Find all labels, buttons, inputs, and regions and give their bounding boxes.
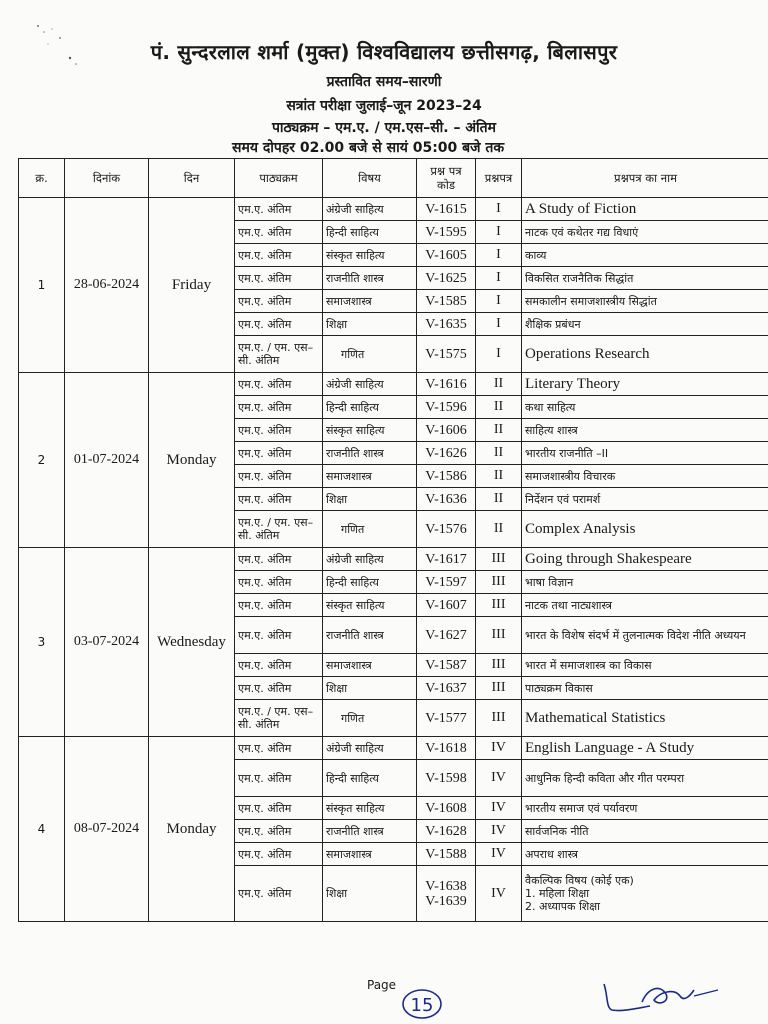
paper-number-cell: IV [476, 797, 522, 820]
subject-cell: राजनीति शास्त्र [323, 617, 417, 654]
exam-day: Monday [149, 373, 235, 548]
exam-date: 08-07-2024 [65, 737, 149, 922]
paper-name-cell: सार्वजनिक नीति [522, 820, 768, 843]
course-cell: एम.ए. अंतिम [235, 677, 323, 700]
paper-code-cell: V-1607 [417, 594, 476, 617]
paper-number-cell: III [476, 677, 522, 700]
serial-number: 1 [19, 198, 65, 373]
paper-number-cell: I [476, 267, 522, 290]
serial-number: 2 [19, 373, 65, 548]
paper-code-cell: V-1588 [417, 843, 476, 866]
subject-cell: समाजशास्त्र [323, 290, 417, 313]
paper-number-cell: III [476, 594, 522, 617]
paper-name-cell: वैकल्पिक विषय (कोई एक) 1. महिला शिक्षा 2. अध्यापक शिक्षा [522, 866, 768, 922]
table-row [19, 198, 768, 221]
header-course: पाठ्यक्रम [235, 159, 323, 198]
course-cell: एम.ए. अंतिम [235, 548, 323, 571]
paper-code-cell: V-1605 [417, 244, 476, 267]
course-cell: एम.ए. अंतिम [235, 396, 323, 419]
paper-name-cell: भारत में समाजशास्त्र का विकास [522, 654, 768, 677]
course-cell: एम.ए. अंतिम [235, 198, 323, 221]
exam-day: Wednesday [149, 548, 235, 737]
paper-name-cell: Operations Research [522, 336, 768, 373]
paper-number-cell: III [476, 654, 522, 677]
paper-code-cell: V-1587 [417, 654, 476, 677]
paper-name-cell: भारत के विशेष संदर्भ में तुलनात्मक विदेश नीति अध्ययन [522, 617, 768, 654]
table-row [19, 737, 768, 760]
exam-date: 03-07-2024 [65, 548, 149, 737]
exam-date: 28-06-2024 [65, 198, 149, 373]
paper-name-cell: शैक्षिक प्रबंधन [522, 313, 768, 336]
subject-cell: राजनीति शास्त्र [323, 442, 417, 465]
schedule-body [19, 198, 768, 922]
paper-code-cell: V-1628 [417, 820, 476, 843]
subject-cell: शिक्षा [323, 677, 417, 700]
subject-cell: राजनीति शास्त्र [323, 267, 417, 290]
header-paper: प्रश्नपत्र [476, 159, 522, 198]
subject-cell: हिन्दी साहित्य [323, 221, 417, 244]
exam-schedule-table [18, 158, 768, 922]
paper-name-cell: Mathematical Statistics [522, 700, 768, 737]
subject-cell: समाजशास्त्र [323, 654, 417, 677]
header-date: दिनांक [65, 159, 149, 198]
course-cell: एम.ए. अंतिम [235, 617, 323, 654]
subject-cell: समाजशास्त्र [323, 465, 417, 488]
paper-number-cell: I [476, 290, 522, 313]
table-header-row [19, 159, 768, 198]
course-cell: एम.ए. अंतिम [235, 465, 323, 488]
paper-number-cell: I [476, 336, 522, 373]
paper-number-cell: II [476, 488, 522, 511]
paper-name-cell: काव्य [522, 244, 768, 267]
subject-cell: संस्कृत साहित्य [323, 594, 417, 617]
subject-cell: समाजशास्त्र [323, 843, 417, 866]
subject-cell: हिन्दी साहित्य [323, 571, 417, 594]
subject-cell: अंग्रेजी साहित्य [323, 373, 417, 396]
course-cell: एम.ए. अंतिम [235, 760, 323, 797]
paper-number-cell: II [476, 419, 522, 442]
paper-name-cell: कथा साहित्य [522, 396, 768, 419]
paper-code-cell: V-1576 [417, 511, 476, 548]
paper-number-cell: III [476, 548, 522, 571]
paper-name-cell: भारतीय समाज एवं पर्यावरण [522, 797, 768, 820]
paper-number-cell: I [476, 313, 522, 336]
header-serial: क्र. [19, 159, 65, 198]
paper-code-cell: V-1606 [417, 419, 476, 442]
subject-cell: हिन्दी साहित्य [323, 396, 417, 419]
paper-name-cell: निर्देशन एवं परामर्श [522, 488, 768, 511]
paper-number-cell: III [476, 700, 522, 737]
paper-number-cell: I [476, 244, 522, 267]
paper-code-cell: V-1626 [417, 442, 476, 465]
paper-number-cell: IV [476, 737, 522, 760]
header-day: दिन [149, 159, 235, 198]
paper-number-cell: I [476, 198, 522, 221]
paper-code-cell: V-1595 [417, 221, 476, 244]
course-cell: एम.ए. अंतिम [235, 244, 323, 267]
course-heading: पाठ्यक्रम – एम.ए. / एम.एस–सी. – अंतिम [271, 120, 497, 136]
header-subject: विषय [323, 159, 417, 198]
paper-code-cell: V-1627 [417, 617, 476, 654]
paper-code-cell: V-1617 [417, 548, 476, 571]
paper-name-cell: आधुनिक हिन्दी कविता और गीत परम्परा [522, 760, 768, 797]
subject-cell: शिक्षा [323, 866, 417, 922]
subject-cell: अंग्रेजी साहित्य [323, 548, 417, 571]
paper-name-cell: अपराध शास्त्र [522, 843, 768, 866]
paper-name-cell: विकसित राजनैतिक सिद्धांत [522, 267, 768, 290]
course-cell: एम.ए. अंतिम [235, 571, 323, 594]
page-label: Page [367, 978, 397, 992]
subject-cell: गणित [323, 511, 417, 548]
paper-code-cell: V-1618 [417, 737, 476, 760]
proposed-timetable-heading: प्रस्तावित समय–सारणी [326, 74, 442, 90]
paper-number-cell: II [476, 511, 522, 548]
paper-number-cell: IV [476, 820, 522, 843]
paper-code-cell: V-1635 [417, 313, 476, 336]
paper-number-cell: IV [476, 843, 522, 866]
paper-code-cell: V-1615 [417, 198, 476, 221]
paper-name-cell: नाटक एवं कथेतर गद्य विधाएं [522, 221, 768, 244]
subject-cell: संस्कृत साहित्य [323, 244, 417, 267]
subject-cell: गणित [323, 700, 417, 737]
exam-session-heading: सत्रांत परीक्षा जुलाई–जून 2023–24 [286, 98, 482, 114]
paper-name-cell: Complex Analysis [522, 511, 768, 548]
paper-name-cell: भारतीय राजनीति –II [522, 442, 768, 465]
subject-cell: अंग्रेजी साहित्य [323, 198, 417, 221]
paper-name-cell: पाठ्यक्रम विकास [522, 677, 768, 700]
paper-name-cell: नाटक तथा नाट्यशास्त्र [522, 594, 768, 617]
exam-day: Friday [149, 198, 235, 373]
paper-number-cell: I [476, 221, 522, 244]
paper-name-cell: भाषा विज्ञान [522, 571, 768, 594]
paper-code-cell: V-1638 V-1639 [417, 866, 476, 922]
course-cell: एम.ए. अंतिम [235, 221, 323, 244]
paper-number-cell: II [476, 442, 522, 465]
course-cell: एम.ए. / एम. एस–सी. अंतिम [235, 336, 323, 373]
subject-cell: राजनीति शास्त्र [323, 820, 417, 843]
paper-name-cell: Going through Shakespeare [522, 548, 768, 571]
paper-code-cell: V-1598 [417, 760, 476, 797]
subject-cell: अंग्रेजी साहित्य [323, 737, 417, 760]
subject-cell: गणित [323, 336, 417, 373]
paper-name-cell: समाजशास्त्रीय विचारक [522, 465, 768, 488]
paper-name-cell: Literary Theory [522, 373, 768, 396]
serial-number: 4 [19, 737, 65, 922]
paper-code-cell: V-1625 [417, 267, 476, 290]
course-cell: एम.ए. अंतिम [235, 654, 323, 677]
paper-number-cell: IV [476, 760, 522, 797]
course-cell: एम.ए. अंतिम [235, 373, 323, 396]
paper-name-cell: समकालीन समाजशास्त्रीय सिद्धांत [522, 290, 768, 313]
table-row [19, 548, 768, 571]
paper-number-cell: II [476, 465, 522, 488]
paper-code-cell: V-1575 [417, 336, 476, 373]
course-cell: एम.ए. अंतिम [235, 797, 323, 820]
paper-code-cell: V-1637 [417, 677, 476, 700]
course-cell: एम.ए. अंतिम [235, 442, 323, 465]
header-paper-name: प्रश्नपत्र का नाम [522, 159, 768, 198]
serial-number: 3 [19, 548, 65, 737]
paper-number-cell: II [476, 373, 522, 396]
paper-code-cell: V-1577 [417, 700, 476, 737]
paper-name-cell: English Language - A Study [522, 737, 768, 760]
course-cell: एम.ए. / एम. एस–सी. अंतिम [235, 700, 323, 737]
subject-cell: शिक्षा [323, 488, 417, 511]
paper-code-cell: V-1586 [417, 465, 476, 488]
paper-number-cell: IV [476, 866, 522, 922]
course-cell: एम.ए. अंतिम [235, 313, 323, 336]
course-cell: एम.ए. / एम. एस–सी. अंतिम [235, 511, 323, 548]
signature-mark [598, 966, 722, 1018]
exam-day: Monday [149, 737, 235, 922]
course-cell: एम.ए. अंतिम [235, 820, 323, 843]
svg-text:15: 15 [410, 995, 434, 1016]
paper-code-cell: V-1636 [417, 488, 476, 511]
course-cell: एम.ए. अंतिम [235, 594, 323, 617]
handwritten-page-number [400, 986, 444, 1020]
course-cell: एम.ए. अंतिम [235, 488, 323, 511]
course-cell: एम.ए. अंतिम [235, 737, 323, 760]
header-paper-code: प्रश्न पत्र कोड [417, 159, 476, 198]
paper-code-cell: V-1596 [417, 396, 476, 419]
subject-cell: शिक्षा [323, 313, 417, 336]
table-row [19, 373, 768, 396]
subject-cell: संस्कृत साहित्य [323, 797, 417, 820]
paper-name-cell: साहित्य शास्त्र [522, 419, 768, 442]
paper-code-cell: V-1608 [417, 797, 476, 820]
course-cell: एम.ए. अंतिम [235, 290, 323, 313]
subject-cell: हिन्दी साहित्य [323, 760, 417, 797]
paper-code-cell: V-1597 [417, 571, 476, 594]
paper-name-cell: A Study of Fiction [522, 198, 768, 221]
paper-code-cell: V-1616 [417, 373, 476, 396]
university-title: पं. सुन्दरलाल शर्मा (मुक्त) विश्वविद्यालय छत्तीसगढ़, बिलासपुर [150, 40, 618, 64]
course-cell: एम.ए. अंतिम [235, 866, 323, 922]
subject-cell: संस्कृत साहित्य [323, 419, 417, 442]
paper-number-cell: II [476, 396, 522, 419]
course-cell: एम.ए. अंतिम [235, 419, 323, 442]
paper-number-cell: III [476, 617, 522, 654]
paper-code-cell: V-1585 [417, 290, 476, 313]
course-cell: एम.ए. अंतिम [235, 843, 323, 866]
paper-number-cell: III [476, 571, 522, 594]
course-cell: एम.ए. अंतिम [235, 267, 323, 290]
exam-time-heading: समय दोपहर 02.00 बजे से सायं 05:00 बजे तक [232, 140, 505, 156]
exam-date: 01-07-2024 [65, 373, 149, 548]
